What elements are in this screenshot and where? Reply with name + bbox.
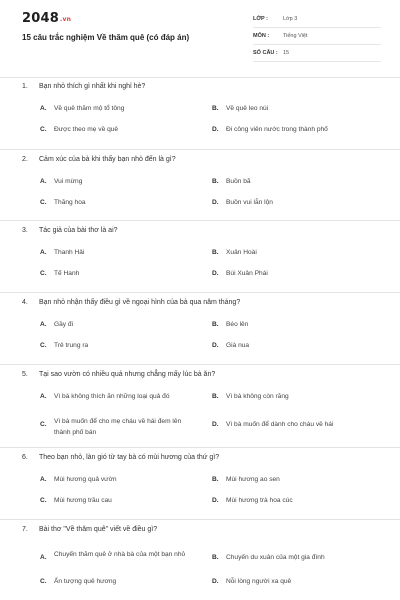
option-text: Chuyến thăm quê ở nhà bà của một bạn nhỏ — [54, 551, 186, 558]
option-text: Về quê thăm mộ tổ tông — [54, 105, 125, 112]
option-text: Mùi hương ao sen — [226, 476, 280, 483]
option-text: Buồn vui lẫn lộn — [226, 199, 273, 206]
option-letter: D. — [212, 126, 219, 133]
option-text: Béo lên — [226, 321, 249, 328]
question-item — [0, 150, 400, 221]
option-letter: A. — [40, 178, 47, 185]
option-letter: D. — [212, 497, 219, 504]
question-label: Tác giả của bài thơ là ai? — [39, 227, 118, 234]
option-text: Mùi hương quả vườn — [54, 476, 117, 483]
option-letter: A. — [40, 321, 47, 328]
question-number: 6. — [22, 454, 28, 461]
meta-key: LỚP : — [253, 16, 268, 22]
option-text: Mùi hương trầu cau — [54, 497, 112, 504]
logo-suffix: .vn — [59, 16, 72, 23]
question-text — [22, 83, 145, 90]
question-number: 7. — [22, 526, 28, 533]
option-letter: D. — [212, 270, 219, 277]
question-label: Theo bạn nhỏ, làn gió từ tay bà có mùi hương của thứ gì? — [39, 454, 220, 461]
option-letter: C. — [40, 199, 47, 206]
question-label: Bài thơ "Về thăm quê" viết về điều gì? — [39, 526, 158, 533]
option-letter: B. — [212, 393, 219, 400]
question-text — [22, 371, 215, 378]
option-letter: A. — [40, 554, 47, 561]
option-text: Vì bà muốn để dành cho cháu về hái — [226, 421, 334, 428]
question-item — [0, 293, 400, 365]
option-letter: A. — [40, 393, 47, 400]
question-text — [22, 227, 118, 234]
question-label: Bạn nhỏ thích gì nhất khi nghỉ hè? — [39, 83, 146, 90]
question-text — [22, 526, 157, 533]
option-text: Vì bà không thích ăn những loại quả đó — [54, 393, 170, 400]
option-text: Tế Hanh — [54, 270, 80, 277]
option-letter: A. — [40, 476, 47, 483]
option-text: Vì bà muốn để cho mẹ cháu về hái đem lên thành phố bán — [54, 418, 182, 436]
option-letter: C. — [40, 497, 47, 504]
option-letter: B. — [212, 321, 219, 328]
question-item — [0, 78, 400, 150]
question-item — [0, 365, 400, 448]
meta-row-grade — [253, 13, 381, 28]
option-letter: D. — [212, 421, 219, 428]
question-number: 2. — [22, 156, 28, 163]
option-text: Mùi hương trà hoa cúc — [226, 497, 293, 504]
option-letter: A. — [40, 249, 47, 256]
question-list — [0, 78, 400, 600]
option-letter: D. — [212, 199, 219, 206]
meta-key: MÔN : — [253, 33, 270, 39]
document-title: 15 câu trắc nghiệm Về thăm quê (có đáp án) — [22, 33, 190, 42]
question-number: 5. — [22, 371, 28, 378]
option-text: Già nua — [226, 342, 250, 349]
question-label: Bạn nhỏ nhận thấy điều gì về ngoại hình của bà qua năm tháng? — [39, 299, 241, 306]
option-letter: B. — [212, 249, 219, 256]
option-letter: C. — [40, 270, 47, 277]
option-letter: B. — [212, 105, 219, 112]
option-letter: D. — [212, 342, 219, 349]
meta-key: SỐ CÂU : — [253, 50, 278, 56]
question-label: Cảm xúc của bà khi thấy bạn nhỏ đến là gì? — [39, 156, 176, 163]
question-text — [22, 156, 176, 163]
meta-row-count — [253, 47, 381, 62]
option-letter: B. — [212, 554, 219, 561]
option-text: Vì bà không còn răng — [226, 393, 289, 400]
question-number: 1. — [22, 83, 28, 90]
option-text: Vui mừng — [54, 178, 83, 185]
option-text: Trẻ trung ra — [54, 342, 89, 349]
option-letter: C. — [40, 126, 47, 133]
option-text: Đi công viên nước trong thành phố — [226, 126, 328, 133]
option-text: Gầy đi — [54, 321, 74, 328]
option-text: Buồn bã — [226, 178, 251, 185]
option-text: Chuyến du xuân của một gia đình — [226, 554, 325, 561]
question-label: Tại sao vườn có nhiều quả nhưng chẳng mấy lúc bà ăn? — [39, 371, 216, 378]
question-number: 4. — [22, 299, 28, 306]
option-text: Nỗi lòng người xa quê — [226, 578, 292, 585]
question-item — [0, 520, 400, 600]
meta-row-subject — [253, 30, 381, 45]
question-text — [22, 299, 240, 306]
option-text: Về quê leo núi — [226, 105, 269, 112]
option-letter: C. — [40, 421, 47, 428]
question-number: 3. — [22, 227, 28, 234]
option-letter: C. — [40, 578, 47, 585]
option-letter: D. — [212, 578, 219, 585]
question-text — [22, 454, 219, 461]
option-text: Bùi Xuân Phái — [226, 270, 268, 277]
meta-table — [253, 13, 381, 64]
option-letter: A. — [40, 105, 47, 112]
question-item — [0, 448, 400, 520]
option-text: Thăng hoa — [54, 199, 86, 206]
option-text: Ấn tượng quê hương — [54, 578, 117, 585]
site-logo[interactable] — [22, 11, 71, 26]
option-letter: B. — [212, 476, 219, 483]
option-letter: C. — [40, 342, 47, 349]
document-header — [0, 0, 400, 78]
meta-value: 15 — [283, 50, 290, 56]
question-item — [0, 221, 400, 293]
option-letter: B. — [212, 178, 219, 185]
option-text: Xuân Hoài — [226, 249, 257, 256]
logo-text: 2048 — [22, 11, 59, 26]
option-text: Thanh Hải — [54, 249, 85, 256]
meta-value: Lớp 3 — [283, 16, 298, 22]
option-text: Được theo mẹ về quê — [54, 126, 119, 133]
meta-value: Tiếng Việt — [283, 33, 308, 39]
